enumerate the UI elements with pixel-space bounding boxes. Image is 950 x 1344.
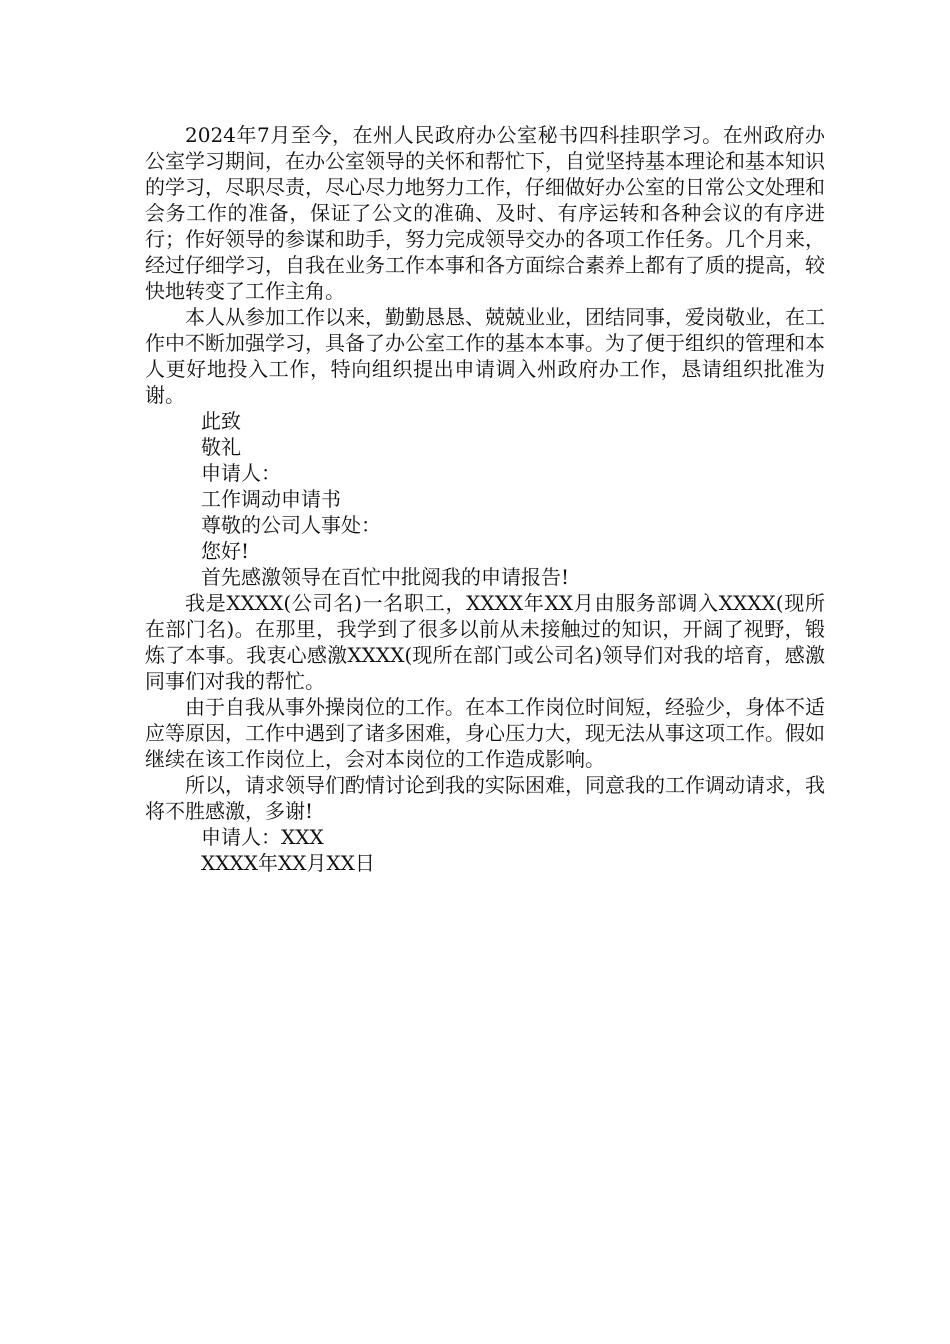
- closing-line-2: 敬礼: [201, 435, 241, 459]
- thanks-line: 首先感激领导在百忙中批阅我的申请报告!: [201, 565, 570, 589]
- applicant-signature: 申请人：XXX: [201, 825, 324, 849]
- applicant-label: 申请人：: [201, 461, 281, 485]
- salutation: 尊敬的公司人事处：: [201, 513, 381, 537]
- paragraph-background: 我是XXXX(公司名)一名职工，XXXX年XX月由服务部调入XXXX(现所在部门名)。在那里，我学到了很多以前从未接触过的知识，开阔了视野，锻炼了本事。我衷心感激XXXX(现所在部门或公司名)领导们对我的培育，感激同事们对我的帮忙。: [145, 591, 825, 693]
- paragraph-request: 本人从参加工作以来，勤勤恳恳、兢兢业业，团结同事，爱岗敬业，在工作中不断加强学习，具备了办公室工作的基本本事。为了便于组织的管理和本人更好地投入工作，特向组织提出申请调入州政府办工作，恳请组织批准为谢。: [145, 305, 825, 407]
- date-line: XXXX年XX月XX日: [201, 851, 375, 875]
- paragraph-reason: 由于自我从事外操岗位的工作。在本工作岗位时间短，经验少，身体不适应等原因，工作中遇到了诸多困难，身心压力大，现无法从事这项工作。假如继续在该工作岗位上，会对本岗位的工作造成影响。: [145, 695, 825, 771]
- paragraph-closing-request: 所以，请求领导们酌情讨论到我的实际困难，同意我的工作调动请求，我将不胜感激，多谢!: [145, 773, 825, 823]
- closing-line-1: 此致: [201, 409, 241, 433]
- letter-title: 工作调动申请书: [201, 487, 341, 511]
- greeting: 您好!: [201, 539, 250, 563]
- paragraph-secondment: 2024年7月至今，在州人民政府办公室秘书四科挂职学习。在州政府办公室学习期间，在办公室领导的关怀和帮忙下，自觉坚持基本理论和基本知识的学习，尽职尽责，尽心尽力地努力工作，仔细做好办公室的日常公文处理和会务工作的准备，保证了公文的准确、及时、有序运转和各种会议的有序进行；作好领导的参谋和助手，努力完成领导交办的各项工作任务。几个月来，经过仔细学习，自我在业务工作本事和各方面综合素养上都有了质的提高，较快地转变了工作主角。: [145, 123, 825, 303]
- document-body: [145, 122, 825, 876]
